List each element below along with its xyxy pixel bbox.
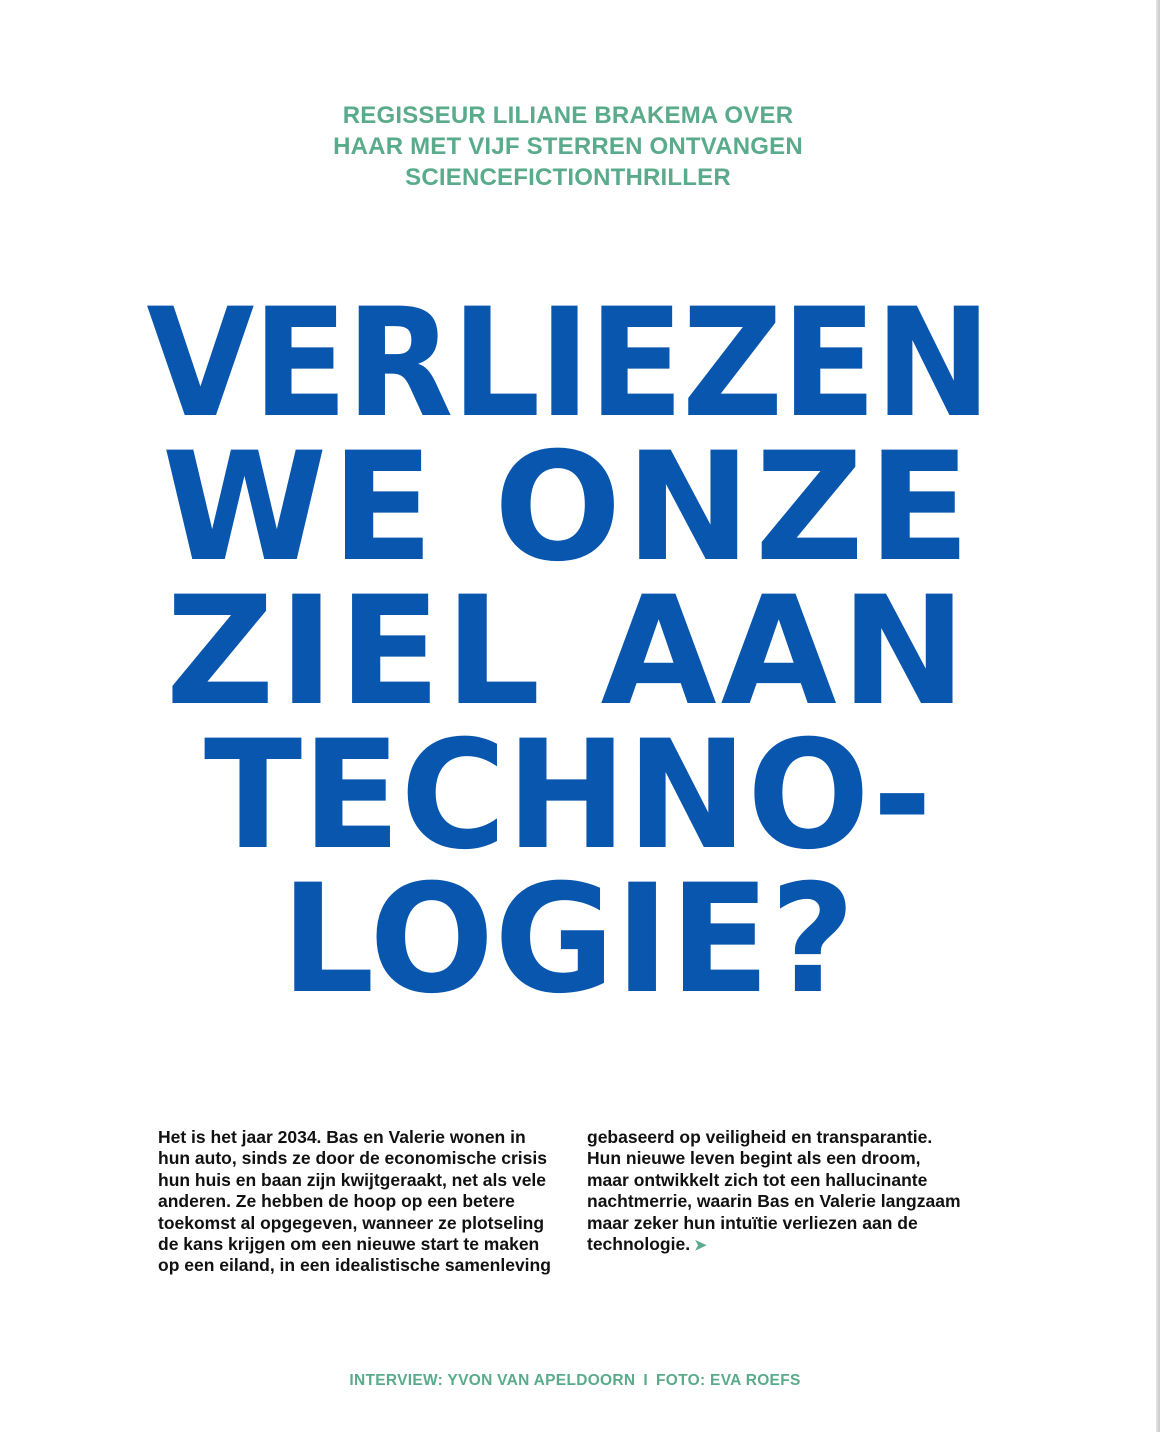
body-line: anderen. Ze hebben de hoop op een betere — [158, 1191, 515, 1212]
kicker-line: REGISSEUR LILIANE BRAKEMA OVER — [342, 102, 794, 129]
body-line: maar zeker hun intuïtie verliezen aan de — [587, 1212, 918, 1233]
body-line: op een eiland, in een idealistische samenleving — [158, 1255, 551, 1276]
credit-separator: I — [643, 1372, 649, 1389]
end-arrow-icon: ➤ — [694, 1237, 707, 1255]
body-line: hun huis en baan zijn kwijtgeraakt, net als vele — [158, 1169, 547, 1190]
body-line: nachtmerrie, waarin Bas en Valerie langzaam — [587, 1191, 961, 1212]
body-line: technologie. — [587, 1234, 691, 1255]
page-edge — [1156, 0, 1160, 1432]
body-line-last — [587, 1234, 1007, 1256]
body-line: gebaseerd op veiligheid en transparantie. — [587, 1127, 933, 1147]
body-line: toekomst al opgegeven, wanneer ze plotseling — [158, 1212, 545, 1233]
body-line: Hun nieuwe leven begint als een droom, — [587, 1148, 921, 1169]
intro-column-right — [587, 1127, 1007, 1256]
headline-line: WE ONZE — [161, 421, 975, 595]
body-line: hun auto, sinds ze door de economische crisis — [158, 1148, 547, 1169]
kicker-line: SCIENCEFICTIONTHRILLER — [405, 164, 731, 191]
headline — [0, 277, 1136, 1027]
body-line: Het is het jaar 2034. Bas en Valerie wonen in — [158, 1127, 526, 1147]
headline-line: TECHNO- — [203, 709, 933, 883]
headline-line: VERLIEZEN — [146, 277, 990, 451]
intro-column-left — [158, 1127, 578, 1277]
headline-line: ZIEL AAN — [165, 565, 971, 739]
headline-line: LOGIE? — [280, 853, 856, 1027]
body-line: de kans krijgen om een nieuwe start te maken — [158, 1234, 540, 1255]
credits — [0, 1372, 1150, 1390]
kicker — [0, 100, 1136, 193]
kicker-line: HAAR MET VIJF STERREN ONTVANGEN — [333, 133, 803, 160]
credit-photo: FOTO: EVA ROEFS — [656, 1372, 801, 1389]
body-line: maar ontwikkelt zich tot een hallucinante — [587, 1169, 928, 1190]
credit-interview: INTERVIEW: YVON VAN APELDOORN — [349, 1372, 636, 1389]
